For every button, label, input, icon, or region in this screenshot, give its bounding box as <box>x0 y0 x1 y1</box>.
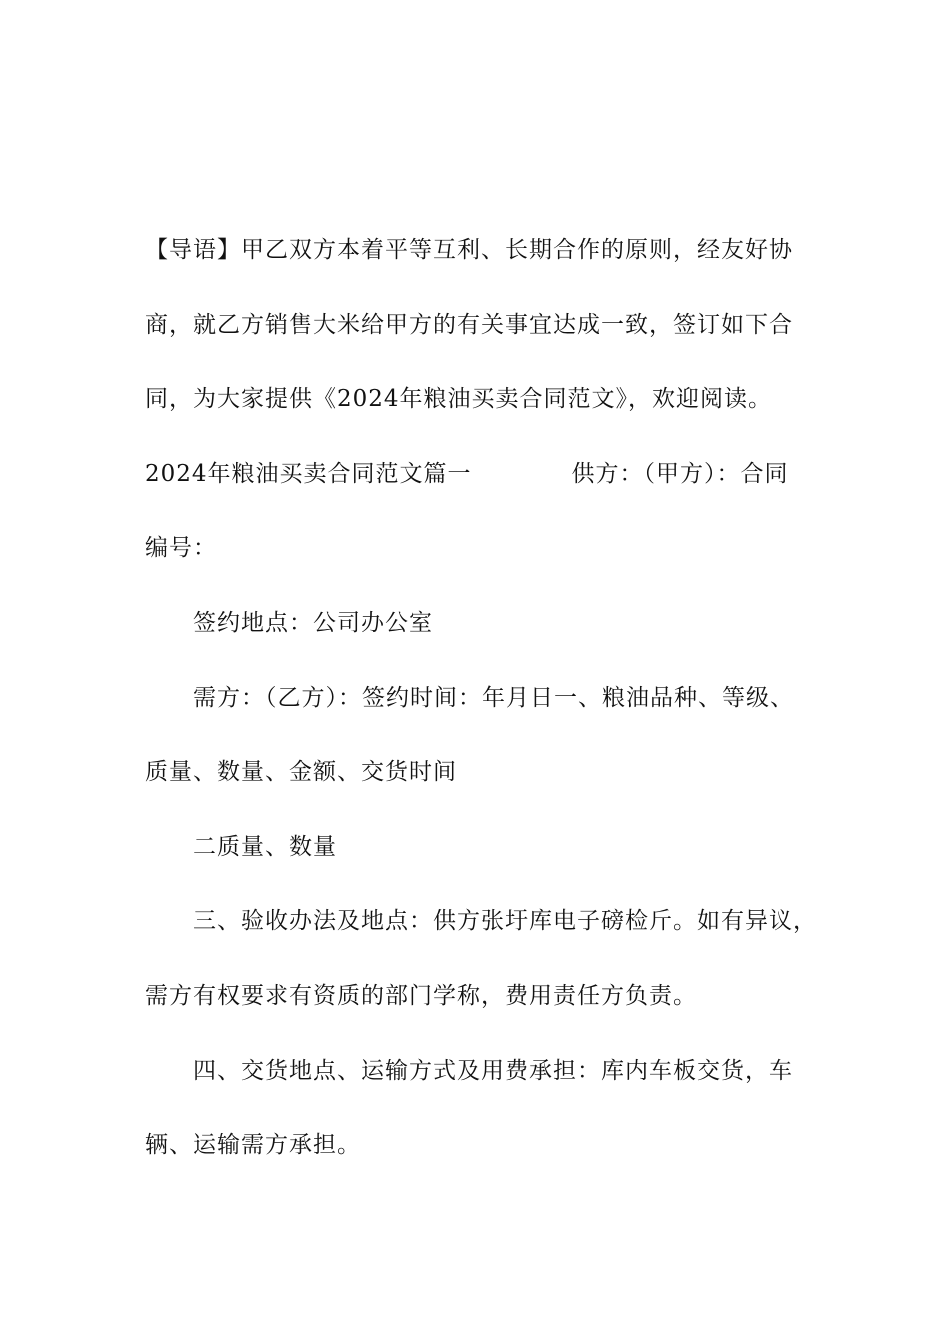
section-two: 二质量、数量 <box>193 834 337 860</box>
contract-heading-line <box>145 459 815 489</box>
section-four-line-1: 四、交货地点、运输方式及用费承担：库内车板交货，车 <box>193 1058 793 1084</box>
section-three-line-1: 三、验收办法及地点：供方张圩库电子磅检斤。如有异议， <box>193 908 817 934</box>
buyer-line-1: 需方：（乙方）：签约时间：年月日一、粮油品种、等级、 <box>193 685 794 711</box>
contract-title: 2024年粮油买卖合同范文篇一 <box>145 461 472 487</box>
supplier-label: 供方：（甲方）：合同 <box>571 461 789 487</box>
intro-line-3: 同，为大家提供《2024年粮油买卖合同范文》，欢迎阅读。 <box>145 386 773 412</box>
contract-number-label: 编号： <box>145 535 217 561</box>
section-four-line-2: 辆、运输需方承担。 <box>145 1132 361 1158</box>
intro-line-2: 商，就乙方销售大米给甲方的有关事宜达成一致，签订如下合 <box>145 312 793 338</box>
section-three-line-2: 需方有权要求有资质的部门学称，费用责任方负责。 <box>145 983 697 1009</box>
intro-line-1: 【导语】甲乙双方本着平等互利、长期合作的原则，经友好协 <box>145 237 793 263</box>
buyer-line-2: 质量、数量、金额、交货时间 <box>145 759 457 785</box>
signing-place: 签约地点：公司办公室 <box>193 610 433 636</box>
